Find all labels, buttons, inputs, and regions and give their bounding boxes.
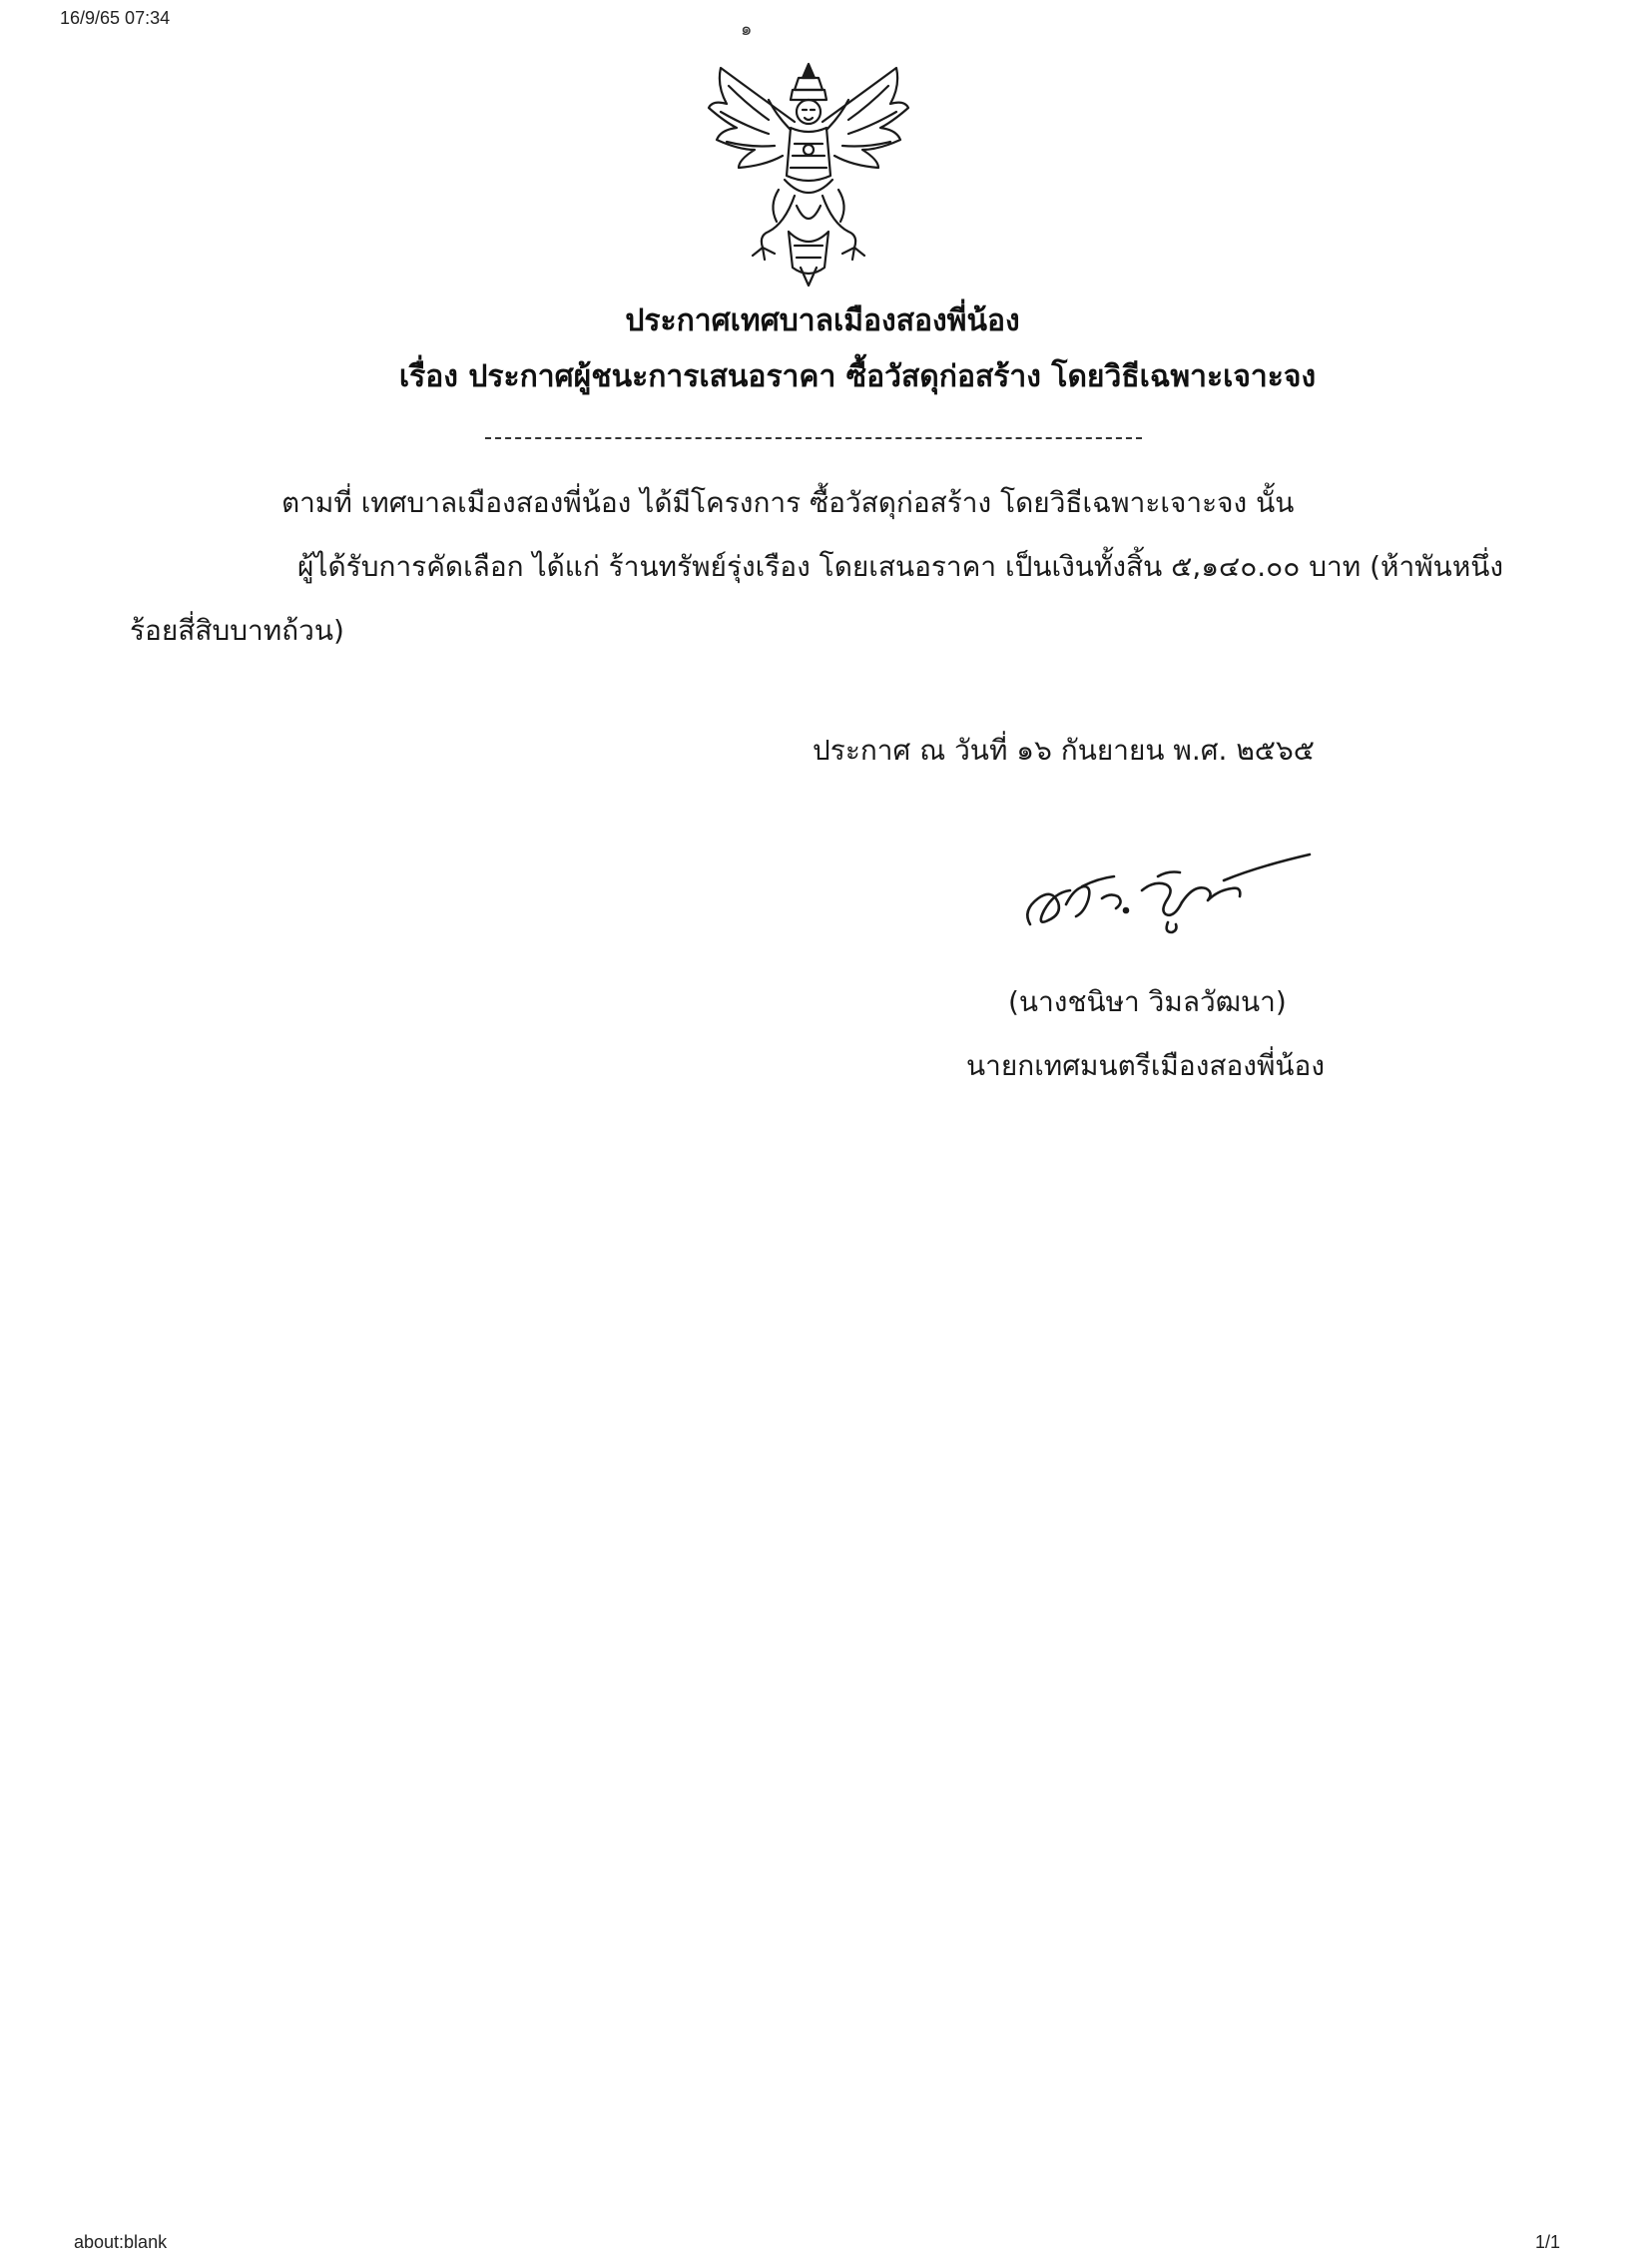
print-url: about:blank: [74, 2232, 168, 2252]
document-subject: เรื่อง ประกาศผู้ชนะการเสนอราคา ซื้อวัสดุก่อสร้าง โดยวิธีเฉพาะเจาะจง: [398, 359, 1317, 394]
paragraph-project: ตามที่ เทศบาลเมืองสองพี่น้อง ได้มีโครงการ ซื้อวัสดุก่อสร้าง โดยวิธีเฉพาะเจาะจง นั้น: [281, 486, 1295, 519]
print-timestamp: 16/9/65 07:34: [60, 8, 171, 28]
signer-position: นายกเทศมนตรีเมืองสองพี่น้อง: [966, 1049, 1326, 1082]
paragraph-winner: ผู้ได้รับการคัดเลือก ได้แก่ ร้านทรัพย์รุ่งเรือง โดยเสนอราคา เป็นเงินทั้งสิ้น ๕,๑๔๐.๐๐ บาท (ห้าพันหนึ่ง: [297, 550, 1504, 583]
garuda-emblem-icon: [699, 56, 918, 291]
page-mark: ๑: [741, 19, 753, 40]
signature-image: [1018, 841, 1318, 950]
print-page-count: 1/1: [1535, 2232, 1561, 2252]
signer-name: (นางชนิษา วิมลวัฒนา): [1008, 985, 1287, 1018]
announcement-date: ประกาศ ณ วันที่ ๑๖ กันยายน พ.ศ. ๒๕๖๕: [813, 734, 1315, 767]
document-title: ประกาศเทศบาลเมืองสองพี่น้อง: [625, 303, 1020, 338]
title-divider: [485, 437, 1142, 439]
paragraph-winner-continued: ร้อยสี่สิบบาทถ้วน): [130, 614, 344, 647]
